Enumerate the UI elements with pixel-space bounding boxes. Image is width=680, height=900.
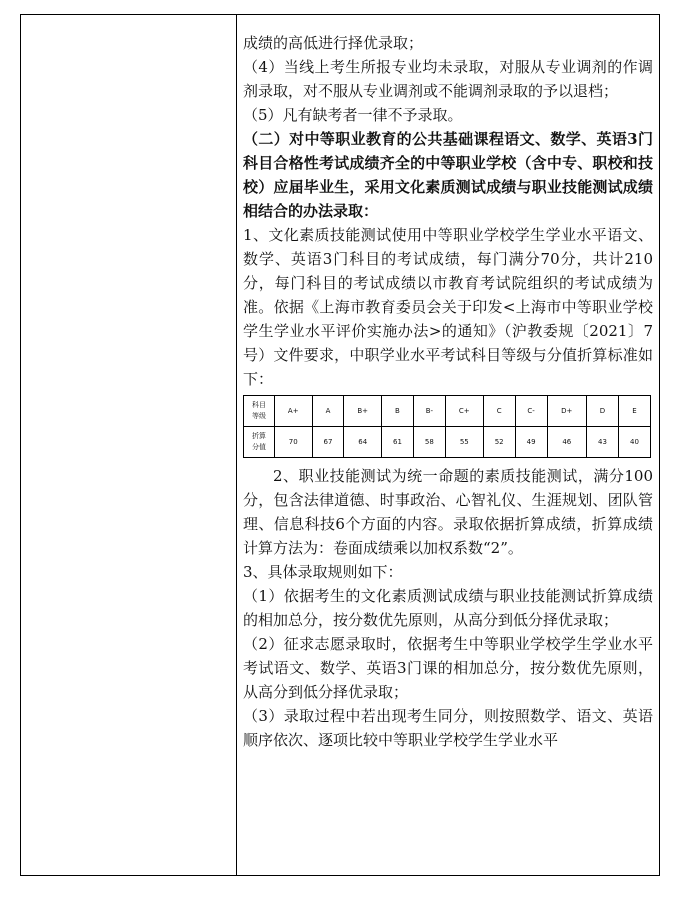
value-cell: 40 [618,427,650,458]
grade-cell: B [382,396,414,427]
value-header-line1: 折算 [252,432,266,440]
grade-row-header [244,396,275,427]
paragraph-rules-heading: 3、具体录取规则如下： [243,563,403,581]
grade-cell: D+ [547,396,586,427]
paragraph-rule-4: （4）当线上考生所报专业均未录取，对服从专业调剂的作调剂录取，对不服从专业调剂或不能调剂录取的予以退档； [243,58,653,100]
grade-cell: C+ [445,396,483,427]
grade-cell: B- [413,396,445,427]
value-cell: 64 [344,427,382,458]
value-cell: 46 [547,427,586,458]
document-table [20,14,660,876]
section-heading-2: （二）对中等职业教育的公共基础课程语文、数学、英语3门科目合格性考试成绩齐全的中等职业学校（含中专、职校和技校）应届毕业生，采用文化素质测试成绩与职业技能测试成绩相结合的办法录取： [243,130,653,220]
value-cell: 58 [413,427,445,458]
content-cell [243,31,653,752]
value-header-line2: 分值 [252,443,266,451]
value-cell: 43 [587,427,619,458]
left-column-cell [21,15,237,875]
paragraph-culture-test: 1、文化素质技能测试使用中等职业学校学生学业水平语文、数学、英语3门科目的考试成绩，每门满分70分，共计210分，每门科目的考试成绩以市教育考试院组织的考试成绩为准。依据《上海市教育委员会关于印发<上海市中等职业学校学生学业水平评价实施办法>的通知》（沪教委规〔2021〕7号）文件要求，中职学业水平考试科目等级与分值折算标准如下： [243,226,653,388]
paragraph-rule-5: （5）凡有缺考者一律不予录取。 [243,106,463,124]
grade-header-line2: 等级 [252,412,266,420]
paragraph-1: 成绩的高低进行择优录取； [243,34,424,52]
grade-cell: A [312,396,344,427]
value-cell: 55 [445,427,483,458]
grade-header-line1: 科目 [252,401,266,409]
value-row-header [244,427,275,458]
value-cell: 49 [515,427,547,458]
value-cell: 67 [312,427,344,458]
grade-cell: D [587,396,619,427]
grade-cell: C- [515,396,547,427]
value-row [244,427,651,458]
grade-score-table [243,395,651,458]
grade-row [244,396,651,427]
grade-cell: B+ [344,396,382,427]
paragraph-rule-2: （2）征求志愿录取时，依据考生中等职业学校学生学业水平考试语文、数学、英语3门课的相加总分，按分数优先原则，从高分到低分择优录取； [243,635,653,701]
value-cell: 61 [382,427,414,458]
paragraph-skill-test: 2、职业技能测试为统一命题的素质技能测试，满分100分，包含法律道德、时事政治、心智礼仪、生涯规划、团队管理、信息科技6个方面的内容。录取依据折算成绩，折算成绩计算方法为：卷面成绩乘以加权系数“2”。 [243,467,653,557]
value-cell: 52 [483,427,515,458]
paragraph-rule-3: （3）录取过程中若出现考生同分，则按照数学、语文、英语顺序依次、逐项比较中等职业学校学生学业水平 [243,707,653,749]
paragraph-rule-1: （1）依据考生的文化素质测试成绩与职业技能测试折算成绩的相加总分，按分数优先原则，从高分到低分择优录取； [243,587,653,629]
value-cell: 70 [275,427,313,458]
grade-cell: C [483,396,515,427]
grade-cell: A+ [275,396,313,427]
grade-cell: E [618,396,650,427]
